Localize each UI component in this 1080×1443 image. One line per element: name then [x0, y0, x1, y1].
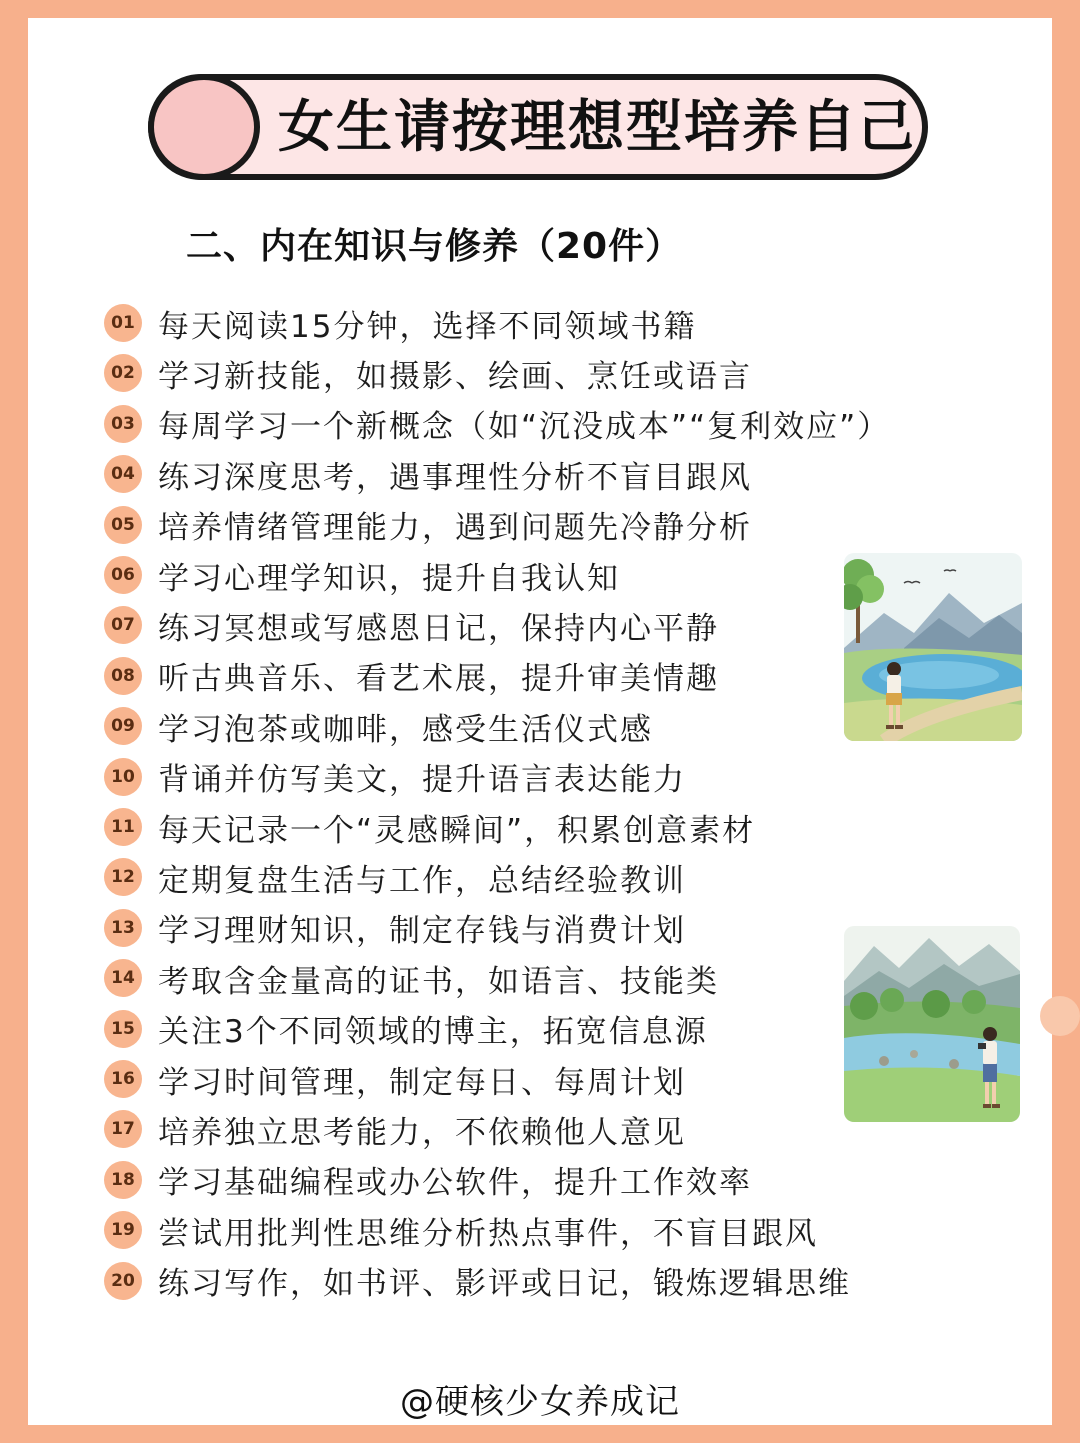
item-text: 学习时间管理，制定每日、每周计划: [158, 1064, 686, 1101]
list-item: [104, 298, 696, 348]
list-item: [104, 600, 719, 650]
item-number-badge: 18: [104, 1161, 142, 1199]
item-text: 练习写作，如书评、影评或日记，锻炼逻辑思维: [158, 1266, 851, 1303]
footer-credit: @硬核少女养成记: [400, 1382, 680, 1422]
item-number-badge: 07: [104, 606, 142, 644]
list-item: [104, 449, 752, 499]
item-number-badge: 06: [104, 556, 142, 594]
item-number-badge: 17: [104, 1110, 142, 1148]
item-number-badge: 19: [104, 1211, 142, 1249]
item-number-badge: 03: [104, 405, 142, 443]
list-item: [104, 852, 686, 902]
item-number-badge: 04: [104, 455, 142, 493]
list-item: [104, 651, 719, 701]
item-number-badge: 11: [104, 808, 142, 846]
item-number-badge: 20: [104, 1262, 142, 1300]
item-text: 培养情绪管理能力，遇到问题先冷静分析: [158, 510, 752, 547]
page-card: [28, 18, 1052, 1425]
item-number-badge: 15: [104, 1010, 142, 1048]
list-item: [104, 1205, 818, 1255]
list-item: [104, 550, 620, 600]
list-item: [104, 1155, 752, 1205]
item-text: 练习冥想或写感恩日记，保持内心平静: [158, 610, 719, 647]
item-number-badge: 01: [104, 304, 142, 342]
list-item: [104, 701, 653, 751]
river-landscape-with-girl-photographer-illustration: [844, 926, 1020, 1122]
item-number-badge: 12: [104, 858, 142, 896]
list-item: [104, 903, 686, 953]
list-item: [104, 1104, 686, 1154]
item-text: 练习深度思考，遇事理性分析不盲目跟风: [158, 459, 752, 496]
side-handle[interactable]: [1040, 996, 1080, 1036]
item-text: 学习理财知识，制定存钱与消费计划: [158, 913, 686, 950]
lake-landscape-with-girl-illustration: [844, 553, 1022, 741]
list-item: [104, 752, 686, 802]
title-banner: [148, 74, 928, 180]
list-item: [104, 1054, 686, 1104]
item-number-badge: 09: [104, 707, 142, 745]
item-text: 定期复盘生活与工作，总结经验教训: [158, 862, 686, 899]
item-text: 培养独立思考能力，不依赖他人意见: [158, 1114, 686, 1151]
item-number-badge: 14: [104, 959, 142, 997]
item-text: 学习泡茶或咖啡，感受生活仪式感: [158, 711, 653, 748]
item-text: 每周学习一个新概念（如“沉没成本”“复利效应”）: [158, 409, 891, 446]
list-item: [104, 500, 752, 550]
item-text: 每天阅读15分钟，选择不同领域书籍: [158, 308, 697, 345]
item-text: 听古典音乐、看艺术展，提升审美情趣: [158, 661, 719, 698]
list-item: [104, 953, 719, 1003]
list-item: [104, 1004, 708, 1054]
item-text: 考取含金量高的证书，如语言、技能类: [158, 963, 719, 1000]
title-circle-decoration: [148, 74, 260, 180]
item-text: 背诵并仿写美文，提升语言表达能力: [158, 762, 686, 799]
item-text: 每天记录一个“灵感瞬间”，积累创意素材: [158, 812, 756, 849]
item-text: 关注3个不同领域的博主，拓宽信息源: [158, 1014, 708, 1051]
item-number-badge: 08: [104, 657, 142, 695]
item-number-badge: 16: [104, 1060, 142, 1098]
item-text: 学习基础编程或办公软件，提升工作效率: [158, 1165, 752, 1202]
list-item: [104, 399, 890, 449]
item-number-badge: 05: [104, 506, 142, 544]
item-number-badge: 02: [104, 354, 142, 392]
item-number-badge: 10: [104, 758, 142, 796]
list-item: [104, 348, 752, 398]
section-title: 二、内在知识与修养（20件）: [186, 226, 683, 267]
list-item: [104, 1256, 851, 1306]
page-title: 女生请按理想型培养自己: [278, 95, 916, 160]
item-text: 学习新技能，如摄影、绘画、烹饪或语言: [158, 358, 752, 395]
list-item: [104, 802, 755, 852]
item-number-badge: 13: [104, 909, 142, 947]
item-text: 尝试用批判性思维分析热点事件，不盲目跟风: [158, 1215, 818, 1252]
item-text: 学习心理学知识，提升自我认知: [158, 560, 620, 597]
